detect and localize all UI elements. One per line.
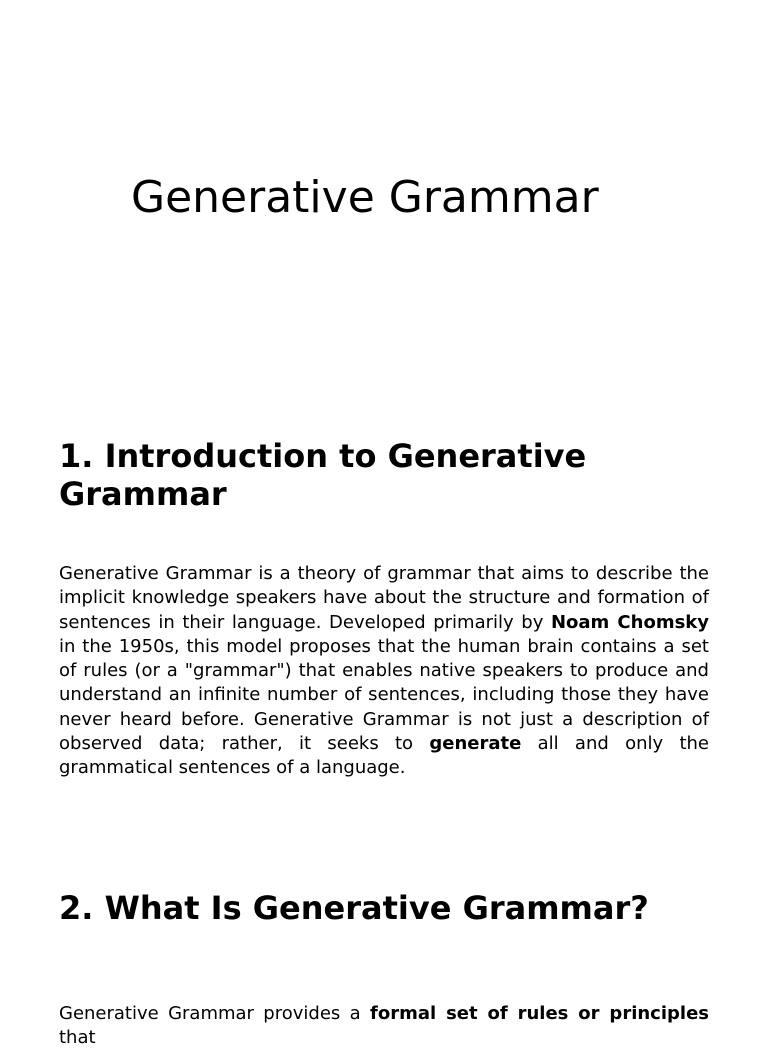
section-heading-what-is: 2. What Is Generative Grammar?	[59, 889, 649, 927]
bold-term-noam-chomsky: Noam Chomsky	[550, 611, 709, 633]
paragraph-text: all and only the grammatical sentences of a language.	[59, 733, 709, 779]
paragraph-text: that	[59, 1027, 96, 1049]
section-heading-introduction: 1. Introduction to Generative Grammar	[59, 437, 587, 513]
paragraph-text: in the 1950s, this model proposes that the human brain contains a set of rules (or a "grammar") that enables native speakers to produce and understand an infinite number of sentences, including those they have never heard before. Generative Grammar is not just a description of observed data; rather, it seeks to	[59, 635, 709, 755]
document-title: Generative Grammar	[131, 172, 599, 223]
paragraph-text: Generative Grammar provides a	[59, 1003, 371, 1024]
section-paragraph-what-is	[59, 1002, 709, 1051]
bold-term-formal-rules: formal set of rules or principles	[370, 1003, 709, 1024]
paragraph-text: Generative Grammar is a theory of grammar that aims to describe the implicit knowledge speakers have about the structure and formation of sentences in their language. Developed primarily by	[59, 563, 709, 633]
section-paragraph-introduction	[59, 562, 709, 781]
bold-term-generate: generate	[429, 733, 522, 755]
